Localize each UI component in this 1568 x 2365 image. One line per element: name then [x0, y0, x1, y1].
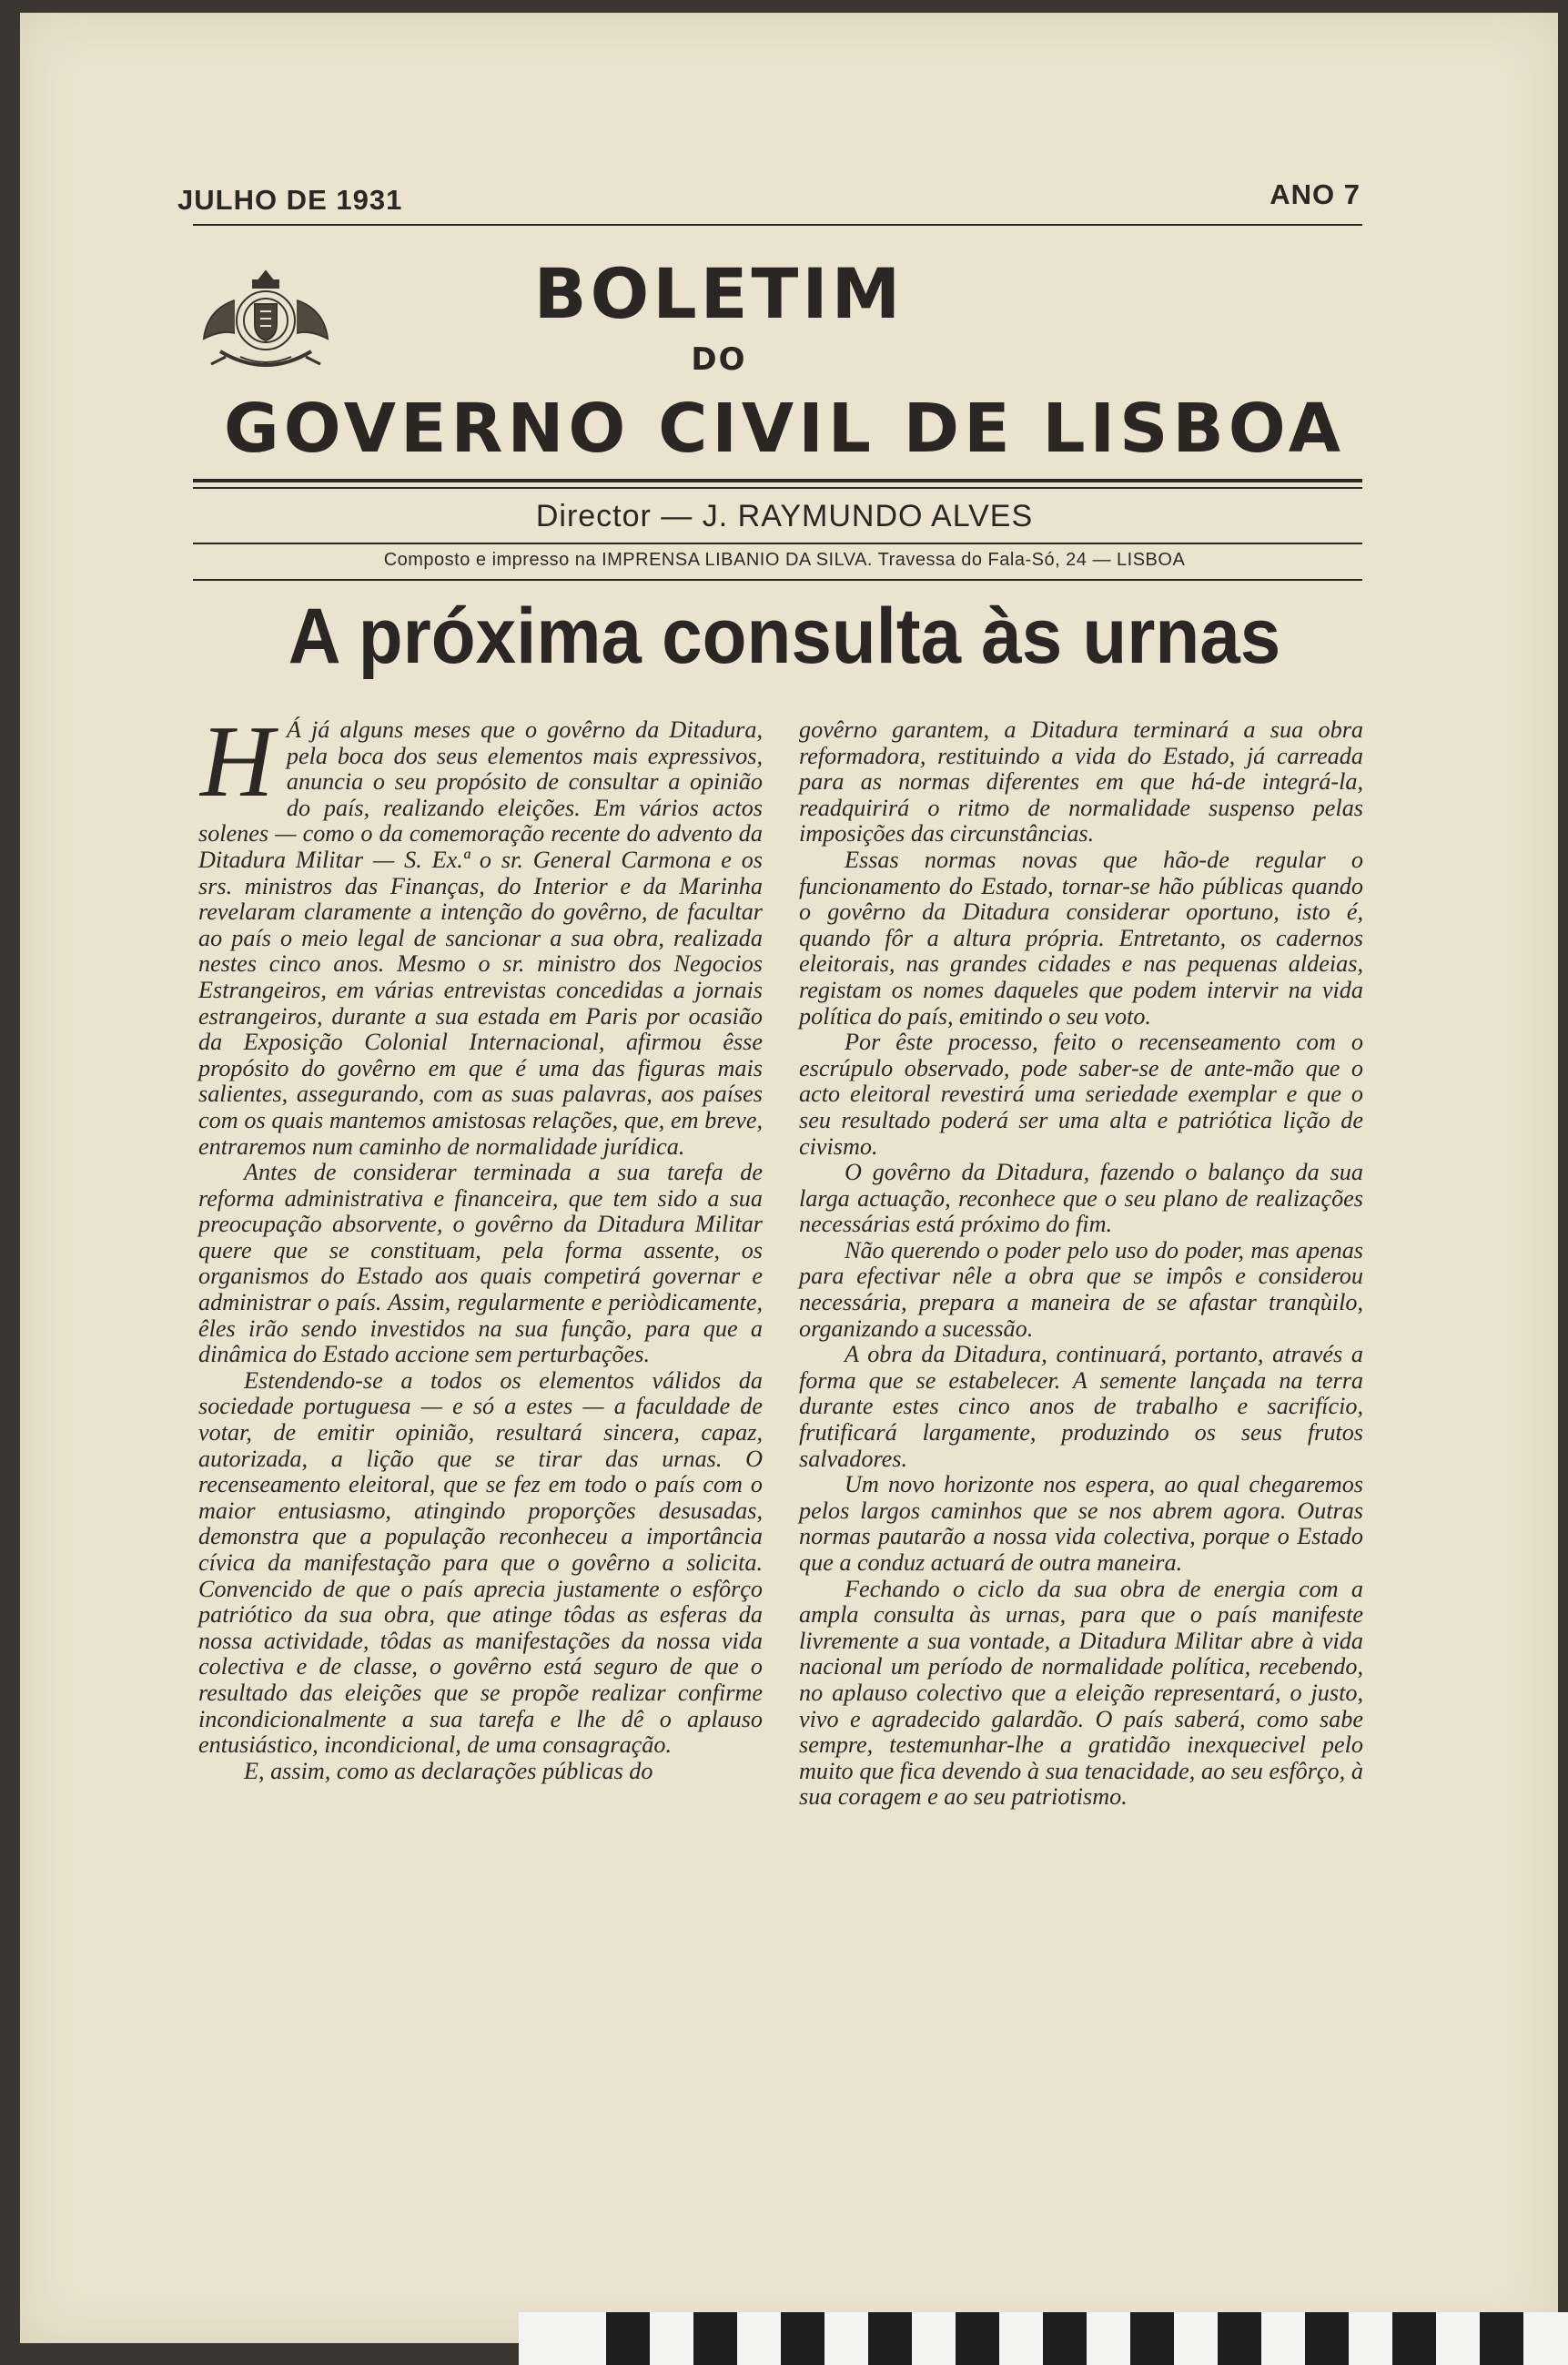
issue-date: JULHO DE 1931 [177, 184, 403, 216]
paragraph-8: O govêrno da Ditadura, fazendo o balanço da sua larga actuação, reconhece que o seu plano de realizações necessárias está próximo do fim. [799, 1159, 1363, 1238]
ruler-segment [1392, 2312, 1436, 2365]
paragraph-10: A obra da Ditadura, continuará, portanto, através a forma que se estabelecer. A semente lançada na terra durante estes cinco anos de trabalho e sacrifício, frutificará largamente, produzindo os seus frutos salvadores. [799, 1341, 1363, 1472]
paragraph-3: Estendendo-se a todos os elementos válidos da sociedade portuguesa — e só a estes — a faculdade de votar, de emitir opinião, resultará sincera, capaz, autorizada, a lição que se tirar das urnas. O recenseamento eleitoral, que se fez em todo o país com o maior entusiasmo, atingindo proporções desusadas, demonstra que a população reconheceu a importância cívica da manifestação para que o govêrno a solicita. Convencido de que o país aprecia justamente o esfôrço patriótico da sua obra, que atinge tôdas as esferas da nossa actividade, tôdas as manifestações da nossa vida colectiva e de classe, o govêrno está seguro de que o resultado das eleições que se propõe realizar confirme incondicionalmente a sua tarefa e lhe dê o aplauso entusiástico, incondicional, de uma consagração. [198, 1366, 763, 1759]
article-headline: A próxima consulta às urnas [288, 593, 1281, 680]
ruler-segment [956, 2312, 999, 2365]
drop-cap: H [200, 705, 274, 818]
imprint-line: Composto e impresso na IMPRENSA LIBANIO DA SILVA. Travessa do Fala-Só, 24 — LISBOA [383, 550, 1186, 570]
ruler-segment [1130, 2312, 1174, 2365]
header-rule [193, 224, 1362, 226]
ruler-segment [1305, 2312, 1349, 2365]
article-column-left [198, 705, 763, 1784]
coat-of-arms-icon [193, 264, 339, 382]
paragraph-1: H Á já alguns meses que o govêrno da Ditadura, pela boca dos seus elementos mais expressivos, anuncia o seu propósito de consultar a opinião do país, realizando eleições. Em vários actos solenes — como o da comemoração recente do advento da Ditadura Militar — S. Ex.ª o sr. General Carmona e os srs. ministros das Finanças, do Interior e da Marinha revelaram claramente a intenção do govêrno, de facultar ao país o meio legal de sancionar a sua obra, realizada nestes cinco anos. Mesmo o sr. ministro dos Negocios Estrangeiros, em várias entrevistas concedidas a jornais estrangeiros, durante a sua estada em Paris por ocasião da Exposição Colonial Internacional, afirmou êsse propósito do govêrno em que é uma das figuras mais salientes, assegurando, com as suas palavras, aos países com os quais mantemos amistosas relações, que, em breve, entraremos num caminho de normalidade jurídica. [198, 705, 763, 1160]
masthead-connector: DO [691, 341, 747, 378]
masthead-subtitle: GOVERNO CIVIL DE LISBOA [224, 390, 1345, 468]
ruler-segment [606, 2312, 650, 2365]
paragraph-4: E, assim, como as declarações públicas do [244, 1757, 653, 1784]
scale-ruler [519, 2312, 1568, 2365]
header-row [177, 173, 1361, 217]
paragraph-6: Essas normas novas que hão-de regular o funcionamento do Estado, tornar-se hão públicas quando o govêrno da Ditadura considerar oportuno, isto é, quando fôr a altura própria. Entretanto, os cadernos eleitorais, nas grandes cidades e nas pequenas aldeias, registam os nomes daqueles que podem intervir na vida política do país, emitindo o seu voto. [799, 846, 1363, 1030]
masthead-rule-thin [193, 487, 1362, 489]
ruler-segment [693, 2312, 737, 2365]
paragraph-9: Não querendo o poder pelo uso do poder, mas apenas para efectivar nêle a obra que se impôs e considerou necessária, prepara a maneira de se afastar tranqùilo, organizando a sucessão. [799, 1236, 1363, 1342]
imprint-rule [193, 579, 1362, 581]
ruler-segment [1043, 2312, 1087, 2365]
ruler-segment [1218, 2312, 1261, 2365]
paragraph-2: Antes de considerar terminada a sua tarefa de reforma administrativa e financeira, que tem sido a sua preocupação absorvente, o govêrno da Ditadura Militar quere que se constituam, pela forma assente, os organismos do Estado aos quais competirá governar e administrar o país. Assim, regularmente e periòdicamente, êles irão sendo investidos na sua função, para que a dinâmica do Estado accione sem perturbações. [198, 1159, 763, 1368]
masthead-title: BOLETIM [533, 253, 905, 334]
ruler-segment [519, 2312, 562, 2365]
issue-year: ANO 7 [1270, 178, 1361, 210]
article-column-right [799, 717, 1363, 1811]
director-rule [193, 543, 1362, 544]
paragraph-7: Por êste processo, feito o recenseamento com o escrúpulo observado, pode saber-se de ante-mão que o acto eleitoral revestirá uma seriedade exemplar e que o seu resultado poderá ser uma alta e patriótica lição de civismo. [799, 1029, 1363, 1160]
paragraph-5: govêrno garantem, a Ditadura terminará a sua obra reformadora, restituindo a vida do Estado, já carreada para as normas diferentes em que há-de integrá-la, readquirirá o ritmo de normalidade suspenso pelas imposições das circunstâncias. [799, 716, 1363, 848]
paragraph-11: Um novo horizonte nos espera, ao qual chegaremos pelos largos caminhos que se nos abrem agora. Outras normas pautarão a nossa vida colectiva, porque o Estado que a conduz actuará de outra maneira. [799, 1471, 1363, 1576]
ruler-segment [868, 2312, 912, 2365]
ruler-segment [781, 2312, 824, 2365]
ruler-segment [1480, 2312, 1523, 2365]
masthead-rule-thick [193, 479, 1362, 482]
director-line: Director — J. RAYMUNDO ALVES [535, 499, 1034, 533]
paragraph-12: Fechando o ciclo da sua obra de energia com a ampla consulta às urnas, para que o país manifeste livremente a sua vontade, a Ditadura Militar abre à vida nacional um período de normalidade política, recebendo, no aplauso colectivo que a eleição representará, o justo, vivo e agradecido galardão. O país saberá, como sabe sempre, testemunhar-lhe a gratidão inexquecivel pelo muito que fica devendo à sua tenacidade, ao seu esfôrço, à sua coragem e ao seu patriotismo. [799, 1575, 1363, 1811]
